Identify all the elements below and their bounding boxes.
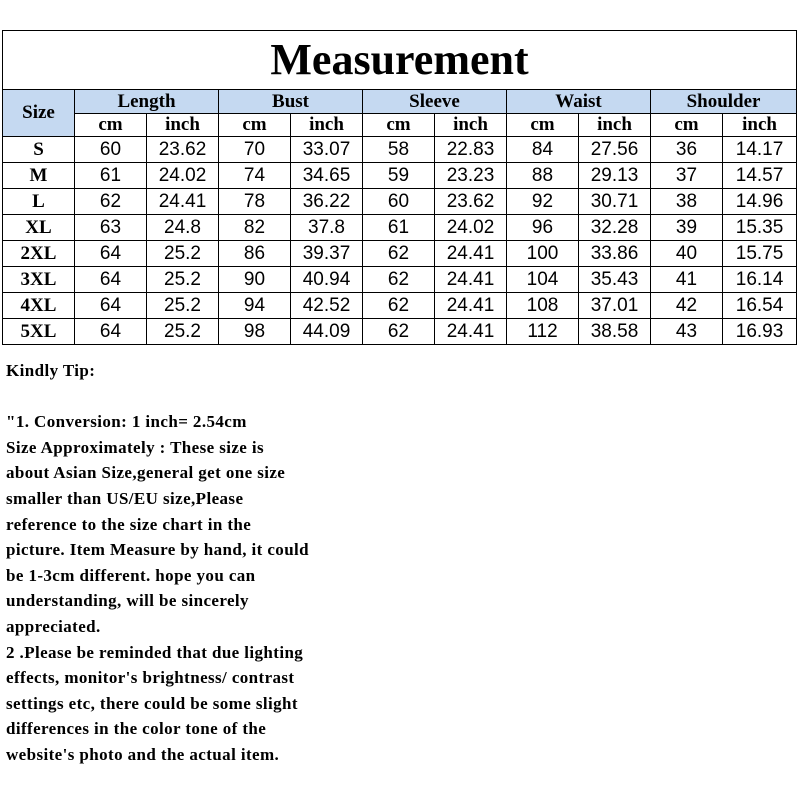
measurement-cell: 24.41 bbox=[147, 189, 219, 215]
measurement-cell: 41 bbox=[651, 267, 723, 293]
measurement-cell: 24.02 bbox=[147, 163, 219, 189]
measurement-cell: 78 bbox=[219, 189, 291, 215]
measurement-cell: 108 bbox=[507, 293, 579, 319]
size-cell: 4XL bbox=[3, 293, 75, 319]
measurement-cell: 62 bbox=[363, 241, 435, 267]
size-cell: L bbox=[3, 189, 75, 215]
measurement-cell: 42 bbox=[651, 293, 723, 319]
unit-cm-header: cm bbox=[507, 114, 579, 137]
measurement-cell: 98 bbox=[219, 319, 291, 345]
chart-title: Measurement bbox=[3, 31, 797, 90]
measurement-cell: 37.8 bbox=[291, 215, 363, 241]
measurement-cell: 82 bbox=[219, 215, 291, 241]
measurement-cell: 42.52 bbox=[291, 293, 363, 319]
measurement-cell: 88 bbox=[507, 163, 579, 189]
measurement-cell: 37 bbox=[651, 163, 723, 189]
measurement-cell: 25.2 bbox=[147, 267, 219, 293]
measurement-cell: 14.57 bbox=[723, 163, 797, 189]
measurement-cell: 15.35 bbox=[723, 215, 797, 241]
measurement-cell: 29.13 bbox=[579, 163, 651, 189]
size-cell: M bbox=[3, 163, 75, 189]
size-cell: S bbox=[3, 137, 75, 163]
measurement-cell: 35.43 bbox=[579, 267, 651, 293]
tip-line: settings etc, there could be some slight bbox=[6, 693, 298, 713]
measurement-cell: 112 bbox=[507, 319, 579, 345]
measurement-cell: 16.93 bbox=[723, 319, 797, 345]
unit-cm-header: cm bbox=[363, 114, 435, 137]
measurement-cell: 59 bbox=[363, 163, 435, 189]
size-row bbox=[3, 267, 797, 293]
size-row bbox=[3, 319, 797, 345]
measurement-cell: 44.09 bbox=[291, 319, 363, 345]
tip-line: understanding, will be sincerely bbox=[6, 591, 249, 611]
measurement-cell: 43 bbox=[651, 319, 723, 345]
measurement-cell: 74 bbox=[219, 163, 291, 189]
measurement-cell: 32.28 bbox=[579, 215, 651, 241]
unit-inch-header: inch bbox=[291, 114, 363, 137]
measurement-cell: 33.07 bbox=[291, 137, 363, 163]
unit-cm-header: cm bbox=[75, 114, 147, 137]
measurement-cell: 40 bbox=[651, 241, 723, 267]
measurement-cell: 96 bbox=[507, 215, 579, 241]
shoulder-header: Shoulder bbox=[651, 90, 797, 114]
measurement-cell: 62 bbox=[363, 293, 435, 319]
size-row bbox=[3, 163, 797, 189]
measurement-cell: 24.02 bbox=[435, 215, 507, 241]
length-header: Length bbox=[75, 90, 219, 114]
size-cell: 5XL bbox=[3, 319, 75, 345]
tip-line: 2 .Please be reminded that due lighting bbox=[6, 642, 304, 662]
tip-line: Size Approximately : These size is bbox=[6, 437, 265, 457]
measurement-cell: 23.62 bbox=[435, 189, 507, 215]
measurement-cell: 23.23 bbox=[435, 163, 507, 189]
unit-inch-header: inch bbox=[579, 114, 651, 137]
measurement-cell: 64 bbox=[75, 267, 147, 293]
measurement-cell: 94 bbox=[219, 293, 291, 319]
measurement-cell: 25.2 bbox=[147, 241, 219, 267]
measurement-cell: 58 bbox=[363, 137, 435, 163]
size-row bbox=[3, 293, 797, 319]
measurement-cell: 22.83 bbox=[435, 137, 507, 163]
measurement-cell: 84 bbox=[507, 137, 579, 163]
kindly-tip-section bbox=[6, 358, 386, 768]
measurement-cell: 92 bbox=[507, 189, 579, 215]
measurement-cell: 62 bbox=[363, 319, 435, 345]
measurement-cell: 63 bbox=[75, 215, 147, 241]
size-chart-table bbox=[2, 30, 797, 345]
measurement-cell: 60 bbox=[363, 189, 435, 215]
measurement-cell: 30.71 bbox=[579, 189, 651, 215]
measurement-cell: 24.41 bbox=[435, 241, 507, 267]
size-row bbox=[3, 137, 797, 163]
unit-cm-header: cm bbox=[651, 114, 723, 137]
measurement-cell: 60 bbox=[75, 137, 147, 163]
size-cell: 2XL bbox=[3, 241, 75, 267]
measurement-cell: 14.96 bbox=[723, 189, 797, 215]
measurement-cell: 100 bbox=[507, 241, 579, 267]
tip-line: picture. Item Measure by hand, it could bbox=[6, 540, 310, 560]
measurement-cell: 24.41 bbox=[435, 267, 507, 293]
measurement-cell: 61 bbox=[75, 163, 147, 189]
measurement-cell: 90 bbox=[219, 267, 291, 293]
measurement-cell: 39.37 bbox=[291, 241, 363, 267]
measurement-cell: 86 bbox=[219, 241, 291, 267]
size-row bbox=[3, 241, 797, 267]
waist-header: Waist bbox=[507, 90, 651, 114]
measurement-cell: 62 bbox=[363, 267, 435, 293]
measurement-cell: 64 bbox=[75, 319, 147, 345]
measurement-cell: 39 bbox=[651, 215, 723, 241]
sleeve-header: Sleeve bbox=[363, 90, 507, 114]
measurement-cell: 16.14 bbox=[723, 267, 797, 293]
measurement-cell: 27.56 bbox=[579, 137, 651, 163]
measurement-cell: 16.54 bbox=[723, 293, 797, 319]
tip-line: reference to the size chart in the bbox=[6, 514, 252, 534]
unit-inch-header: inch bbox=[147, 114, 219, 137]
measurement-cell: 23.62 bbox=[147, 137, 219, 163]
size-column-header: Size bbox=[3, 90, 75, 137]
size-cell: 3XL bbox=[3, 267, 75, 293]
tip-line: effects, monitor's brightness/ contrast bbox=[6, 668, 295, 688]
measurement-cell: 36 bbox=[651, 137, 723, 163]
measurement-cell: 25.2 bbox=[147, 319, 219, 345]
measurement-cell: 14.17 bbox=[723, 137, 797, 163]
tip-line: smaller than US/EU size,Please bbox=[6, 488, 244, 508]
measurement-cell: 37.01 bbox=[579, 293, 651, 319]
measurement-cell: 38 bbox=[651, 189, 723, 215]
measurement-cell: 36.22 bbox=[291, 189, 363, 215]
measurement-cell: 25.2 bbox=[147, 293, 219, 319]
tip-line: appreciated. bbox=[6, 616, 101, 636]
size-cell: XL bbox=[3, 215, 75, 241]
measurement-cell: 64 bbox=[75, 293, 147, 319]
measurement-cell: 64 bbox=[75, 241, 147, 267]
measurement-cell: 40.94 bbox=[291, 267, 363, 293]
size-rows bbox=[3, 137, 797, 345]
measurement-cell: 24.8 bbox=[147, 215, 219, 241]
tip-line: be 1-3cm different. hope you can bbox=[6, 565, 256, 585]
size-row bbox=[3, 215, 797, 241]
measurement-cell: 15.75 bbox=[723, 241, 797, 267]
size-row bbox=[3, 189, 797, 215]
measurement-cell: 62 bbox=[75, 189, 147, 215]
tip-heading: Kindly Tip: bbox=[6, 361, 96, 380]
unit-cm-header: cm bbox=[219, 114, 291, 137]
unit-inch-header: inch bbox=[723, 114, 797, 137]
measurement-cell: 24.41 bbox=[435, 319, 507, 345]
unit-inch-header: inch bbox=[435, 114, 507, 137]
measurement-cell: 33.86 bbox=[579, 241, 651, 267]
measurement-cell: 24.41 bbox=[435, 293, 507, 319]
tip-line: website's photo and the actual item. bbox=[6, 744, 280, 764]
tip-line: about Asian Size,general get one size bbox=[6, 463, 286, 483]
measurement-cell: 70 bbox=[219, 137, 291, 163]
measurement-cell: 34.65 bbox=[291, 163, 363, 189]
tip-line: "1. Conversion: 1 inch= 2.54cm bbox=[6, 412, 247, 432]
bust-header: Bust bbox=[219, 90, 363, 114]
measurement-cell: 61 bbox=[363, 215, 435, 241]
measurement-cell: 104 bbox=[507, 267, 579, 293]
tip-line: differences in the color tone of the bbox=[6, 719, 267, 739]
measurement-cell: 38.58 bbox=[579, 319, 651, 345]
